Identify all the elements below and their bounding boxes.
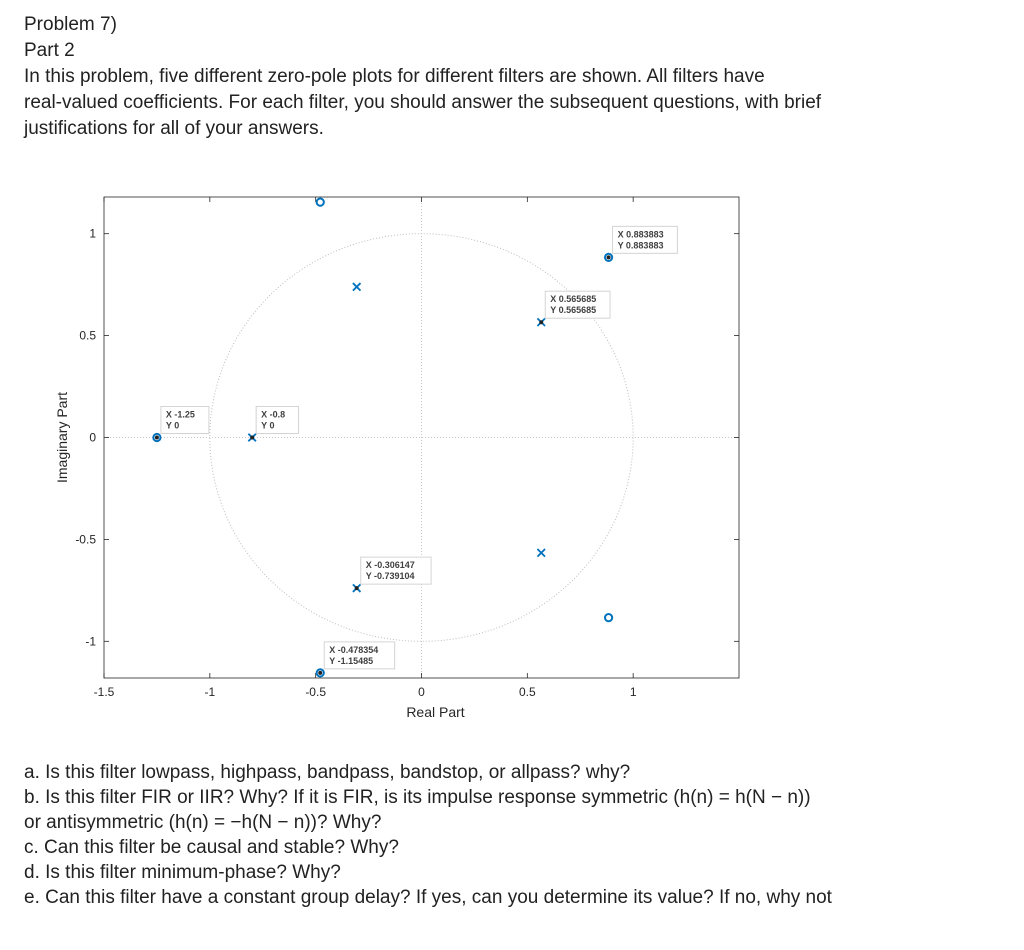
question-b: b. Is this filter FIR or IIR? Why? If it is FIR, is its impulse response symmetric (h(n) = h(N − n)) [24,787,811,808]
x-tick-label: 1 [629,685,637,699]
question-c: c. Can this filter be causal and stable? Why? [24,837,399,858]
datatip-y: Y -0.739104 [365,571,415,582]
datatip-x: X -0.306147 [365,560,415,571]
datatip-anchor-dot [250,436,254,440]
datatip-y: Y 0.883883 [617,240,664,251]
question-list [24,760,1014,910]
datatip-x: X -1.25 [165,409,195,420]
x-tick-label: -0.5 [305,685,327,699]
x-tick-label: 0.5 [518,685,536,699]
question-b-continued: or antisymmetric (h(n) = −h(N − n))? Why? [24,812,382,833]
y-tick-label: 0 [89,430,96,445]
datatip-anchor-dot [539,320,543,324]
datatip-anchor-dot [607,255,611,259]
datatip-y: Y -1.15485 [329,655,374,666]
y-axis-label: Imaginary Part [54,391,70,484]
y-tick-label: -0.5 [75,532,96,547]
x-tick-label: -1 [204,685,216,699]
problem-part: Part 2 [24,40,75,61]
datatip-y: Y 0.565685 [550,305,597,316]
intro-line: real-valued coefficients. For each filter, you should answer the subsequent questions, with brief [24,92,822,113]
intro-line: In this problem, five different zero-pole plots for different filters are shown. All filters have [24,66,765,87]
question-a: a. Is this filter lowpass, highpass, bandpass, bandstop, or allpass? why? [24,762,631,783]
datatip-y: Y 0 [165,420,180,431]
problem-title: Problem 7) [24,14,117,35]
x-tick-label: 0 [418,685,425,699]
datatip-x: X 0.565685 [550,294,597,305]
question-e: e. Can this filter have a constant group delay? If yes, can you determine its value? If no, why not [24,887,832,908]
x-tick-label: -1.5 [93,685,115,699]
y-tick-label: 0.5 [79,328,96,343]
question-d: d. Is this filter minimum-phase? Why? [24,862,341,883]
y-tick-label: -1 [85,634,96,649]
intro-line: justifications for all of your answers. [24,118,324,139]
datatip-y: Y 0 [261,420,275,431]
datatip-x: X -0.478354 [329,644,379,655]
datatip-x: X -0.8 [261,409,286,420]
datatip-anchor-dot [318,671,322,675]
x-axis-label: Real Part [406,704,465,720]
datatip-x: X 0.883883 [617,229,664,240]
y-tick-label: 1 [89,226,96,241]
datatip-anchor-dot [155,436,159,440]
datatip-anchor-dot [355,586,359,590]
